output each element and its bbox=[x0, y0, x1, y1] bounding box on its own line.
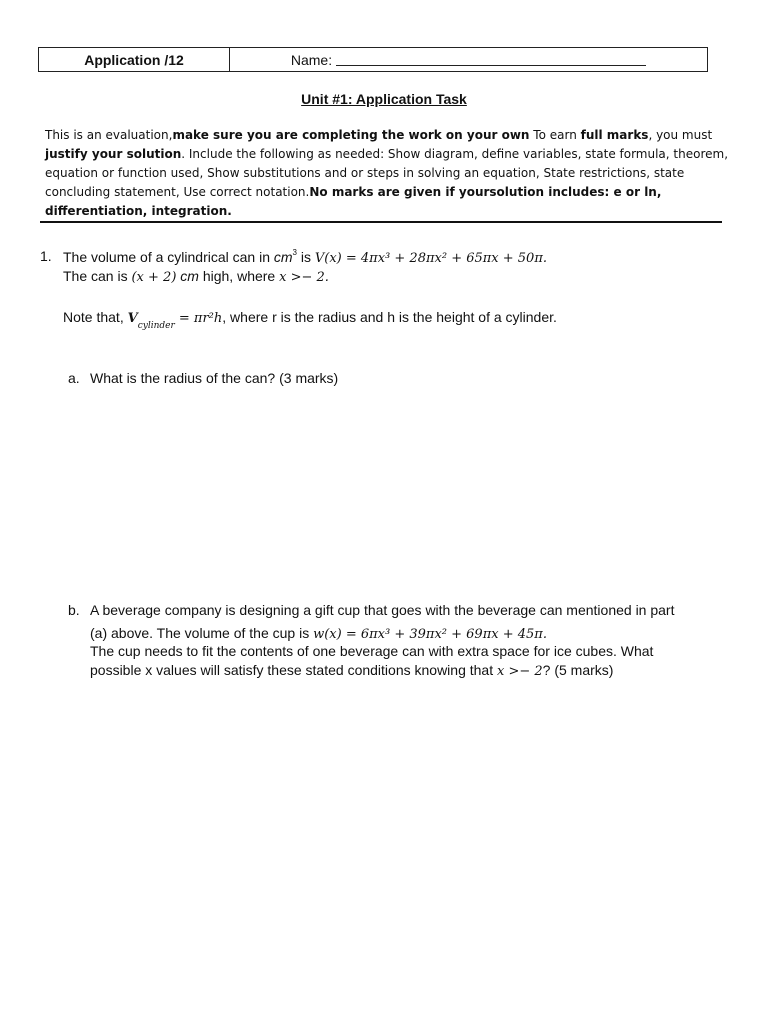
q1-height-expr: (x + 2) bbox=[131, 270, 177, 285]
application-score-cell bbox=[39, 48, 230, 71]
cup-volume-function: w(x) = 6πx³ + 39πx² + 69πx + 45π. bbox=[313, 627, 547, 642]
q1-line2-text: The can is bbox=[63, 268, 132, 284]
part-b-line4-text-b: ? (5 marks) bbox=[542, 662, 614, 678]
page-title: Unit #1: Application Task bbox=[301, 91, 467, 107]
instructions-paragraph bbox=[45, 126, 735, 221]
instructions-bold-2: full marks bbox=[580, 128, 649, 142]
part-b-line3: The cup needs to fit the contents of one beverage can with extra space for ice cubes. What bbox=[90, 643, 654, 659]
part-b-condition: x >− 2 bbox=[497, 664, 543, 679]
q1-text-b: is bbox=[297, 249, 315, 265]
part-a-label: a. bbox=[68, 370, 80, 386]
name-label: Name: bbox=[290, 51, 333, 68]
divider-line bbox=[40, 221, 722, 223]
question1-note bbox=[63, 309, 557, 331]
instructions-bold-3: justify your solution bbox=[45, 147, 182, 161]
q1-condition: x >− 2. bbox=[279, 270, 329, 285]
part-b-line2-text: (a) above. The volume of the cup is bbox=[90, 625, 314, 641]
instructions-text-4: . Include the following as needed: Show diagram, define variables, state formula, theorem, equation or function used, Show substitutions and or steps in solving an equation, State restrictions, state concluding statement, Use correct notation. bbox=[45, 147, 729, 199]
note-text: Note that, bbox=[63, 309, 128, 325]
name-cell bbox=[230, 48, 707, 71]
q1-unit: cm bbox=[273, 249, 293, 265]
instructions-text-1: This is an evaluation, bbox=[45, 128, 173, 142]
part-b-label: b. bbox=[68, 602, 80, 618]
application-label: Application /12 bbox=[84, 51, 184, 68]
part-b-line2 bbox=[90, 625, 547, 642]
question-number: 1. bbox=[40, 248, 52, 264]
instructions-text-3: , you must bbox=[648, 128, 713, 142]
name-blank-line[interactable] bbox=[336, 53, 646, 66]
header-table bbox=[38, 47, 708, 72]
note-formula-v: V bbox=[127, 311, 138, 326]
instructions-text-2: To earn bbox=[529, 128, 581, 142]
note-formula-eq: = πr²h bbox=[174, 311, 223, 326]
q1-volume-function: V(x) = 4πx³ + 28πx² + 65πx + 50π. bbox=[314, 251, 548, 266]
question1-line1: The volume of a cylindrical can in $cm^3$ is V(x) = 4πx³ + 28πx² + 65πx + 50π. bbox=[63, 248, 548, 266]
part-a-text: What is the radius of the can? (3 marks) bbox=[90, 370, 339, 386]
q1-height-unit: cm bbox=[176, 268, 199, 284]
part-b-line4-text: possible x values will satisfy these stated conditions knowing that bbox=[90, 662, 497, 678]
instructions-bold-1: make sure you are completing the work on your own bbox=[172, 128, 530, 142]
part-b-line1: A beverage company is designing a gift cup that goes with the beverage can mentioned in part bbox=[90, 602, 675, 618]
question1-line2 bbox=[63, 268, 329, 285]
instructions-bold-4: No marks are given if yoursolution includes: e or ln, differentiation, integration. bbox=[45, 185, 662, 218]
note-formula-sub: cylinder bbox=[137, 321, 175, 331]
q1-text: The volume of a cylindrical can in bbox=[63, 249, 274, 265]
note-text-b: , where r is the radius and h is the height of a cylinder. bbox=[222, 309, 557, 325]
q1-line2-text-b: high, where bbox=[198, 268, 280, 284]
part-b-line4 bbox=[90, 662, 613, 679]
